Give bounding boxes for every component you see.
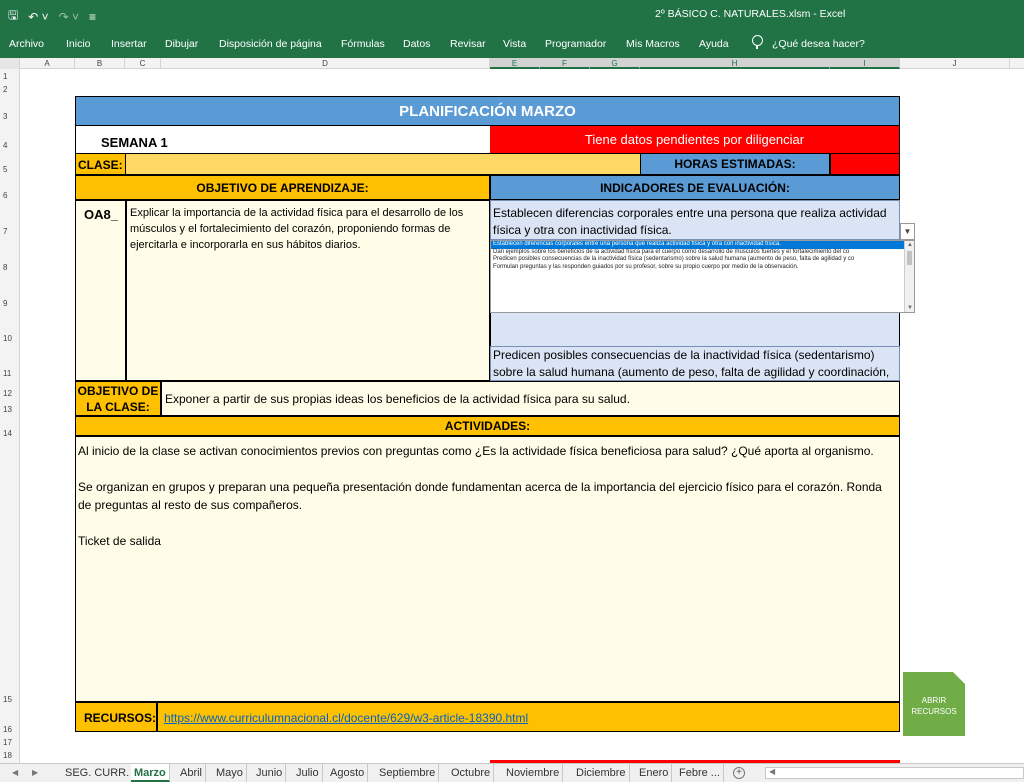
sheet-tab[interactable]: Enero [636,764,672,782]
tab-insertar[interactable]: Insertar [111,38,147,50]
hours-label[interactable]: HORAS ESTIMADAS: [640,153,830,175]
dropdown-option[interactable]: Dan ejemplos sobre los beneficios de la actividad física para el cuerpo como desarrollo de músculos fuertes y el fortalecimiento del co [493,248,850,255]
sheet-tab-bar [0,763,1024,782]
row-header[interactable]: 2 [3,85,8,94]
tab-dibujar[interactable]: Dibujar [165,38,199,50]
sheet-tab[interactable]: Diciembre [573,764,630,782]
row-header[interactable]: 6 [3,191,8,200]
class-objective-cell[interactable]: Exponer a partir de sus propias ideas los beneficios de la actividad física para su salud. [161,381,900,416]
column-header-f[interactable]: F [540,58,590,69]
title-bar [0,0,1024,30]
activity-paragraph: Se organizan en grupos y preparan una pequeña presentación donde fundamentan acerca de la importancia del ejercicio físico para el corazón. Ronda de preguntas al resto de sus compañeros. [78,480,882,512]
indicator-2-cell[interactable] [490,313,900,346]
column-header-e[interactable]: E [490,58,540,69]
tab-inicio[interactable]: Inicio [66,38,91,50]
class-label[interactable]: CLASE: [75,153,126,175]
dropdown-option[interactable]: Predicen posibles consecuencias de la inactividad física (sedentarismo) sobre la salud humana (aumento de peso, falta de agilidad y co [493,256,855,262]
activities-header[interactable]: ACTIVIDADES: [75,416,900,436]
sheet-tab[interactable]: Octubre [448,764,494,782]
row-header[interactable]: 7 [3,227,8,236]
add-sheet-icon[interactable]: + [733,767,745,779]
sheet-tab[interactable]: Mayo [213,764,247,782]
row-headers [0,69,20,763]
dropdown-option[interactable]: Formulan preguntas y las responden guiados por su profesor, sobre su propio cuerpo por medio de la observación. [493,263,799,270]
quick-access-toolbar [8,6,96,27]
tab-ayuda[interactable]: Ayuda [699,38,729,50]
row-header[interactable]: 8 [3,263,8,272]
column-header-d[interactable]: D [161,58,490,69]
week-label: SEMANA 1 [101,135,168,150]
undo-icon[interactable]: ↶ ˅ [28,9,49,24]
sheet-tab[interactable]: Febre ... [676,764,724,782]
activity-paragraph: Al inicio de la clase se activan conocimientos previos con preguntas como ¿Es la actividade física beneficiosa para salud? ¿Qué aporta al organismo. [78,444,874,458]
row-header[interactable]: 1 [3,72,8,81]
indicator-3-cell[interactable]: Predicen posibles consecuencias de la inactividad física (sedentarismo) sobre la salud humana (aumento de peso, falta de agilidad y coordinación, [490,346,900,381]
column-headers [0,58,1024,69]
dropdown-option[interactable]: Establecen diferencias corporales entre una persona que realiza actividad física y otra con inactividad física. [491,241,914,249]
row-header[interactable]: 5 [3,165,8,174]
row-header[interactable]: 9 [3,299,8,308]
row-header[interactable]: 3 [3,112,8,121]
horizontal-scrollbar[interactable] [765,767,1024,779]
row-header[interactable]: 4 [3,141,8,150]
sheet-tab[interactable]: Julio [293,764,323,782]
sheet-tab[interactable]: Noviembre [503,764,563,782]
column-header-b[interactable]: B [75,58,125,69]
hours-input[interactable] [830,153,900,175]
save-icon[interactable]: 🖫 [8,8,19,22]
row-header[interactable]: 18 [3,751,12,760]
sheet-tab[interactable]: Abril [177,764,206,782]
sheet-tab-active[interactable]: Marzo [131,764,170,782]
column-header-a[interactable]: A [20,58,75,69]
resources-label[interactable]: RECURSOS: [75,702,157,732]
week-cell[interactable] [75,126,490,153]
redo-icon[interactable]: ↷ ˅ [58,9,80,24]
row-header[interactable]: 16 [3,725,12,734]
customize-toolbar-icon[interactable]: ≡ [89,9,97,24]
tab-datos[interactable]: Datos [403,38,431,50]
sheet-tab[interactable]: Junio [253,764,286,782]
activities-cell[interactable] [75,436,900,702]
scroll-down-icon[interactable]: ▼ [907,305,913,311]
row-header[interactable]: 13 [3,405,12,414]
row-header[interactable]: 11 [3,369,12,378]
indicators-header[interactable]: INDICADORES DE EVALUACIÓN: [490,175,900,200]
tell-me-search[interactable]: ¿Qué desea hacer? [772,38,865,50]
sheet-tab[interactable]: Agosto [327,764,368,782]
scroll-thumb[interactable] [907,251,912,265]
resources-cell[interactable] [157,702,900,732]
planning-banner[interactable]: PLANIFICACIÓN MARZO [75,96,900,126]
tab-programador[interactable]: Programador [545,38,607,50]
worksheet [20,69,1024,763]
indicator-1-cell[interactable]: Establecen diferencias corporales entre una persona que realiza actividad física y otra con inactividad física. [490,200,900,240]
column-header-g[interactable]: G [590,58,640,69]
scroll-left-icon[interactable]: ◀ [769,767,776,776]
activity-paragraph: Ticket de salida [78,534,161,548]
ribbon [0,30,1024,58]
row-header[interactable]: 14 [3,429,12,438]
row-header[interactable]: 17 [3,738,12,747]
class-objective-label[interactable]: OBJETIVO DE LA CLASE: [75,381,161,416]
column-header-j[interactable]: J [900,58,1010,69]
tab-scroll-left-icon[interactable]: ◀ [12,768,19,777]
pending-alert[interactable]: Tiene datos pendientes por diligenciar [490,126,900,153]
tab-vista[interactable]: Vista [503,38,527,50]
document-title: 2º BÁSICO C. NATURALES.xlsm - Excel [655,8,846,20]
sheet-tab[interactable]: SEG. CURR. [62,764,133,782]
open-resources-button[interactable]: ABRIR RECURSOS [903,672,965,736]
objective-header[interactable]: OBJETIVO DE APRENDIZAJE: [75,175,490,200]
tab-archivo[interactable]: Archivo [9,38,45,50]
oa-code-cell[interactable]: OA8_ [75,200,126,381]
class-input[interactable] [126,153,640,175]
tab-disposicion[interactable]: Disposición de página [219,38,322,50]
tab-revisar[interactable]: Revisar [450,38,486,50]
row-header[interactable]: 10 [3,334,12,343]
row-header[interactable]: 15 [3,695,12,704]
tab-formulas[interactable]: Fórmulas [341,38,385,50]
tab-mis-macros[interactable]: Mis Macros [626,38,680,50]
sheet-tab[interactable]: Septiembre [376,764,439,782]
lightbulb-icon [752,35,763,46]
column-header-h[interactable]: H [640,58,830,69]
column-header-i[interactable]: I [830,58,900,69]
oa-description-cell[interactable]: Explicar la importancia de la actividad física para el desarrollo de los músculos y el fortalecimiento del corazón, proponiendo formas de ejercitarla e incorporarla en sus hábitos diarios. [126,200,490,381]
resources-link[interactable]: https://www.curriculumnacional.cl/docente/629/w3-article-18390.html [164,711,529,725]
dropdown-arrow-icon[interactable]: ▼ [900,223,915,240]
scroll-up-icon[interactable]: ▲ [907,242,913,248]
indicator-dropdown-list[interactable] [490,240,915,313]
dropdown-scrollbar[interactable] [904,241,914,312]
row-header[interactable]: 12 [3,389,12,398]
select-all-corner[interactable] [0,58,20,69]
column-header-c[interactable]: C [125,58,161,69]
tab-scroll-right-icon[interactable]: ▶ [32,768,39,777]
